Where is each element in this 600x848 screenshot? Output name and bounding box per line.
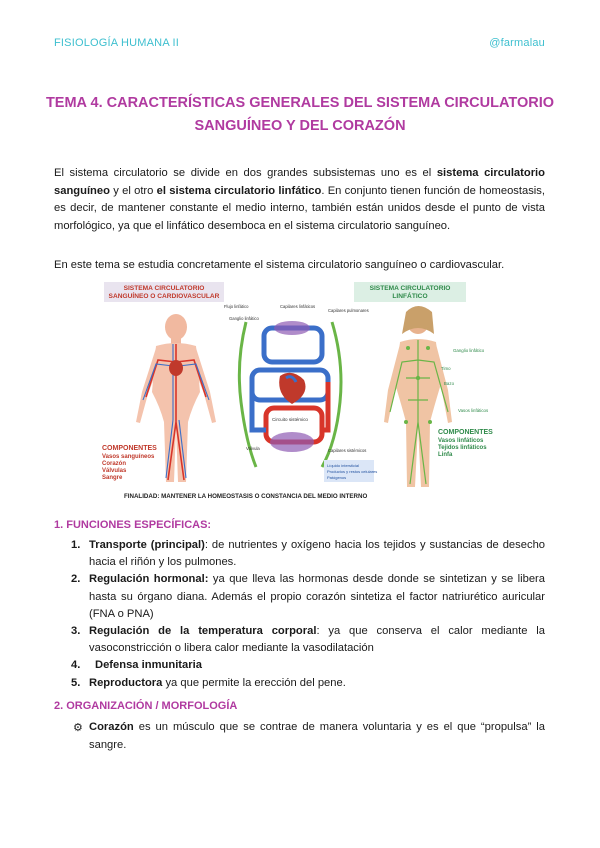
item-text: : de nutrientes y oxígeno hacia los tejidos y sustancias de desecho hacia el riñón y los pulmones. bbox=[89, 539, 546, 569]
list-item bbox=[54, 675, 545, 692]
right-component-item: Vasos linfáticos bbox=[438, 438, 484, 444]
label-capilares-linf: Capilares linfáticos bbox=[280, 304, 316, 309]
figure-caption: FINALIDAD: MANTENER LA HOMEOSTASIS O CONSTANCIA DEL MEDIO INTERNO bbox=[124, 493, 368, 500]
label-patogenos: Patógenos bbox=[327, 475, 347, 480]
morphology-item bbox=[54, 719, 545, 754]
intro-text-c: y el otro bbox=[109, 184, 157, 197]
page-title bbox=[40, 92, 560, 138]
human-body-lymph bbox=[384, 306, 452, 487]
item-number: 2. bbox=[71, 573, 81, 586]
label-right-bazo: Bazo bbox=[444, 381, 455, 386]
section-2-heading: 2. ORGANIZACIÓN / MORFOLOGÍA bbox=[54, 700, 238, 712]
title-line-1: TEMA 4. CARACTERÍSTICAS GENERALES DEL SISTEMA CIRCULATORIO bbox=[45, 95, 555, 111]
item-number: 4. bbox=[71, 659, 81, 672]
list-item bbox=[54, 537, 545, 571]
label-circuito-sist: Circuito sistémico bbox=[272, 417, 308, 422]
item-bold: Regulación hormonal: bbox=[89, 573, 209, 586]
section-1-heading: 1. FUNCIONES ESPECÍFICAS: bbox=[54, 519, 212, 531]
morphology-bold: Corazón bbox=[89, 721, 134, 733]
left-component-item: Corazón bbox=[102, 461, 126, 467]
label-circuito-pulm: Circuito pulmonar bbox=[280, 350, 316, 355]
label-flujo: Flujo linfático bbox=[224, 304, 249, 309]
intro-bold-blood: sistema circulatorio sanguíneo bbox=[54, 167, 545, 197]
intro-paragraph bbox=[54, 165, 545, 235]
header-handle: @farmalau bbox=[489, 37, 545, 49]
label-right-ganglio: Ganglio linfático bbox=[453, 348, 485, 353]
label-right-vasos: Vasos linfáticos bbox=[458, 408, 489, 413]
label-valvula: Válvula bbox=[246, 446, 260, 451]
item-text: ya que permite la erección del pene. bbox=[162, 676, 346, 689]
label-capilares-pulm: Capilares pulmonares bbox=[328, 308, 369, 313]
right-components-title: COMPONENTES bbox=[438, 429, 493, 436]
left-components-title: COMPONENTES bbox=[102, 445, 157, 452]
intro-bold-lymph: el sistema circulatorio linfático bbox=[156, 184, 322, 197]
right-title-2: LINFÁTICO bbox=[392, 293, 428, 300]
functions-list bbox=[54, 537, 545, 692]
label-right-timo: Timo bbox=[441, 366, 451, 371]
title-line-2: SANGUÍNEO Y DEL CORAZÓN bbox=[194, 118, 406, 134]
right-component-item: Tejidos linfáticos bbox=[438, 445, 487, 451]
item-bold: Regulación de la temperatura corporal bbox=[89, 625, 317, 638]
list-item bbox=[54, 571, 545, 623]
item-number: 5. bbox=[71, 676, 81, 689]
left-component-item: Vasos sanguíneos bbox=[102, 454, 155, 460]
intro-text-e: . En conjunto tienen función de homeostasis, es decir, de mantener constante el medio interno, también están unidos desde el punto de vista morfológico, ya que el linfático desemboca en el sistema circulatorio sanguíneo. bbox=[54, 184, 545, 232]
right-title-1: SISTEMA CIRCULATORIO bbox=[369, 285, 451, 292]
right-component-item: Linfa bbox=[438, 452, 453, 458]
item-bold: Reproductora bbox=[89, 676, 163, 689]
list-item bbox=[54, 657, 545, 674]
item-text: ya que lleva las hormonas desde donde se sintetizan y se libera hasta su órgano diana. Además el propio corazón sintetiza el factor natriurético auricular (FNA o PNA) bbox=[89, 573, 545, 620]
circulatory-figure bbox=[96, 282, 498, 504]
label-liquido: Líquido intersticial bbox=[327, 463, 360, 468]
morphology-text: es un músculo que se contrae de manera voluntaria y es el que “propulsa” la sangre. bbox=[89, 721, 545, 751]
left-title-2: SANGUÍNEO O CARDIOVASCULAR bbox=[108, 293, 220, 300]
label-productos: Productos y restos celulares bbox=[327, 469, 378, 474]
item-bold: Defensa inmunitaria bbox=[95, 659, 202, 672]
item-number: 1. bbox=[71, 539, 81, 551]
left-component-item: Válvulas bbox=[102, 468, 127, 474]
left-title-1: SISTEMA CIRCULATORIO bbox=[123, 285, 205, 292]
intro-text-a: El sistema circulatorio se divide en dos grandes subsistemas uno es el bbox=[54, 167, 437, 179]
left-component-item: Sangre bbox=[102, 475, 123, 481]
item-number: 3. bbox=[71, 625, 81, 638]
gear-bullet-icon: ⚙ bbox=[73, 722, 83, 734]
intro-paragraph-2: En este tema se estudia concretamente el sistema circulatorio sanguíneo o cardiovascular. bbox=[54, 259, 505, 271]
header-course: FISIOLOGÍA HUMANA II bbox=[54, 37, 180, 49]
item-text: : ya que conserva el calor mediante la vasoconstricción o libera calor mediante la vasodilatación bbox=[89, 625, 545, 655]
item-bold: Transporte (principal) bbox=[89, 539, 205, 551]
label-capilares-sist: Capilares sistémicos bbox=[328, 448, 367, 453]
list-item bbox=[54, 623, 545, 657]
label-ganglio: Ganglio linfático bbox=[229, 316, 259, 321]
